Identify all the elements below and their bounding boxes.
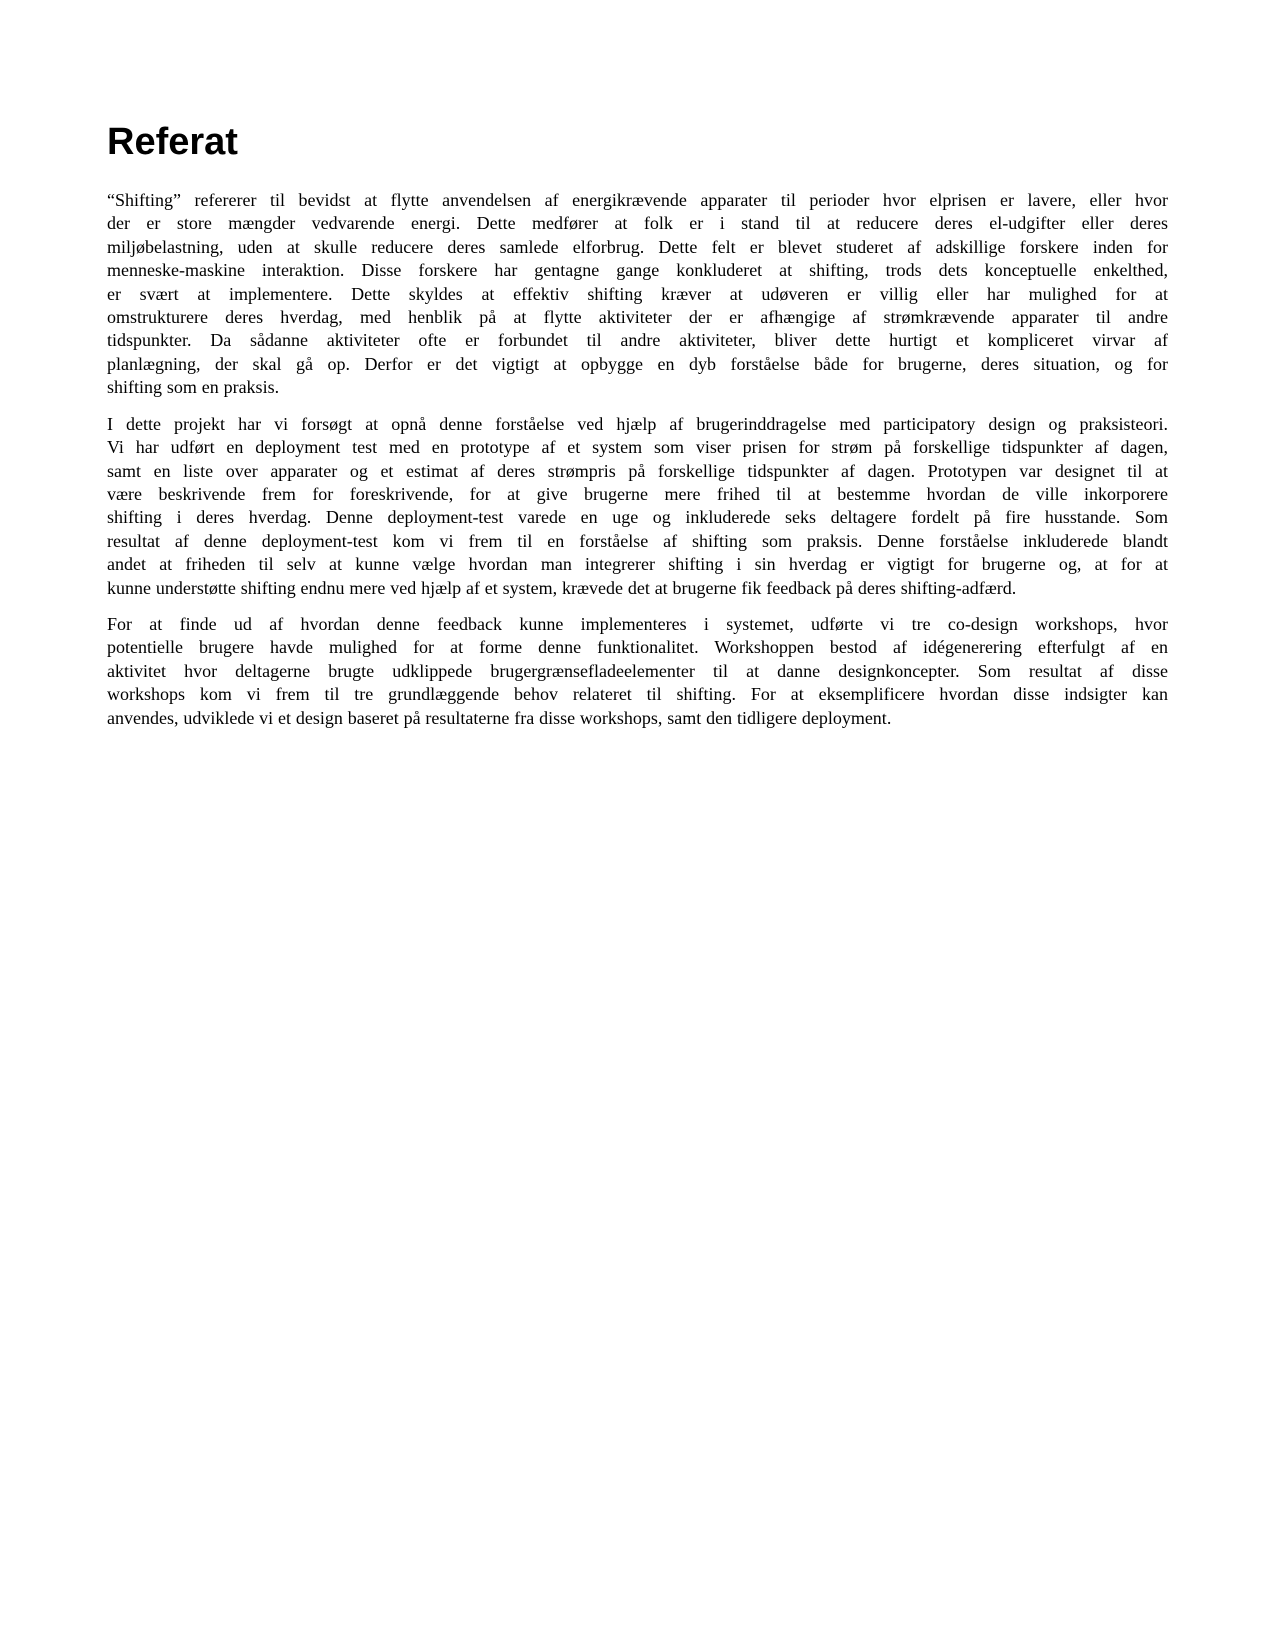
- text-line: tidspunkter. Da sådanne aktiviteter ofte er forbundet til andre aktiviteter, bliver dette hurtigt et kompliceret virvar af: [107, 330, 1168, 351]
- text-line: er svært at implementere. Dette skyldes at effektiv shifting kræver at udøveren er villig eller har mulighed for at: [107, 283, 1168, 304]
- text-line: planlægning, der skal gå op. Derfor er det vigtigt at opbygge en dyb forståelse både for brugerne, deres situation, og for: [107, 353, 1168, 374]
- text-line: aktivitet hvor deltagerne brugte udklippede brugergrænsefladeelementer til at danne designkoncepter. Som resultat af disse: [107, 660, 1168, 681]
- text-line: omstrukturere deres hverdag, med henblik på at flytte aktiviteter der er afhængige af strømkrævende apparater til andre: [107, 307, 1168, 328]
- text-line: resultat af denne deployment-test kom vi frem til en forståelse af shifting som praksis. Denne forståelse inkluderede blandt: [107, 530, 1168, 551]
- text-line: I dette projekt har vi forsøgt at opnå denne forståelse ved hjælp af brugerinddragelse med participatory design og praksisteori.: [107, 413, 1168, 434]
- text-line: være beskrivende frem for foreskrivende, for at give brugerne mere frihed til at bestemme hvordan de ville inkorporere: [107, 483, 1168, 504]
- text-line: shifting som en praksis.: [107, 377, 280, 398]
- text-line: shifting i deres hverdag. Denne deployment-test varede en uge og inkluderede seks deltagere fordelt på fire husstande. Som: [107, 507, 1168, 528]
- text-line: “Shifting” refererer til bevidst at flytte anvendelsen af energikrævende apparater til perioder hvor elprisen er lavere, eller hvor: [107, 190, 1168, 211]
- abstract-content: [107, 189, 1168, 730]
- paragraph: [107, 613, 1168, 730]
- text-line: Vi har udført en deployment test med en prototype af et system som viser prisen for strøm på forskellige tidspunkter af dagen,: [107, 437, 1168, 458]
- page-title: Referat: [107, 121, 238, 163]
- text-line: miljøbelastning, uden at skulle reducere deres samlede elforbrug. Dette felt er blevet studeret af adskillige forskere inden for: [107, 236, 1168, 257]
- text-line: workshops kom vi frem til tre grundlæggende behov relateret til shifting. For at eksemplificere hvordan disse indsigter kan: [107, 684, 1168, 705]
- text-line: andet at friheden til selv at kunne vælge hvordan man integrerer shifting i sin hverdag er vigtigt for brugerne og, at for at: [107, 554, 1168, 575]
- text-line: menneske-maskine interaktion. Disse forskere har gentagne gange konkluderet at shifting, trods dets konceptuelle enkelthed,: [107, 260, 1168, 281]
- paragraph: [107, 189, 1168, 400]
- text-line: potentielle brugere havde mulighed for at forme denne funktionalitet. Workshoppen bestod af idégenerering efterfulgt af en: [107, 637, 1168, 658]
- text-line: kunne understøtte shifting endnu mere ved hjælp af et system, krævede det at brugerne fik feedback på deres shifting-adfærd.: [107, 577, 1017, 598]
- text-line: For at finde ud af hvordan denne feedback kunne implementeres i systemet, udførte vi tre co-design workshops, hvor: [107, 613, 1168, 634]
- text-line: samt en liste over apparater og et estimat af deres strømpris på forskellige tidspunkter af dagen. Prototypen var designet til at: [107, 460, 1168, 481]
- paragraph: [107, 413, 1168, 600]
- text-line: anvendes, udviklede vi et design baseret på resultaterne fra disse workshops, samt den tidligere deployment.: [107, 707, 892, 728]
- text-line: der er store mængder vedvarende energi. Dette medfører at folk er i stand til at reducere deres el-udgifter eller deres: [107, 213, 1168, 234]
